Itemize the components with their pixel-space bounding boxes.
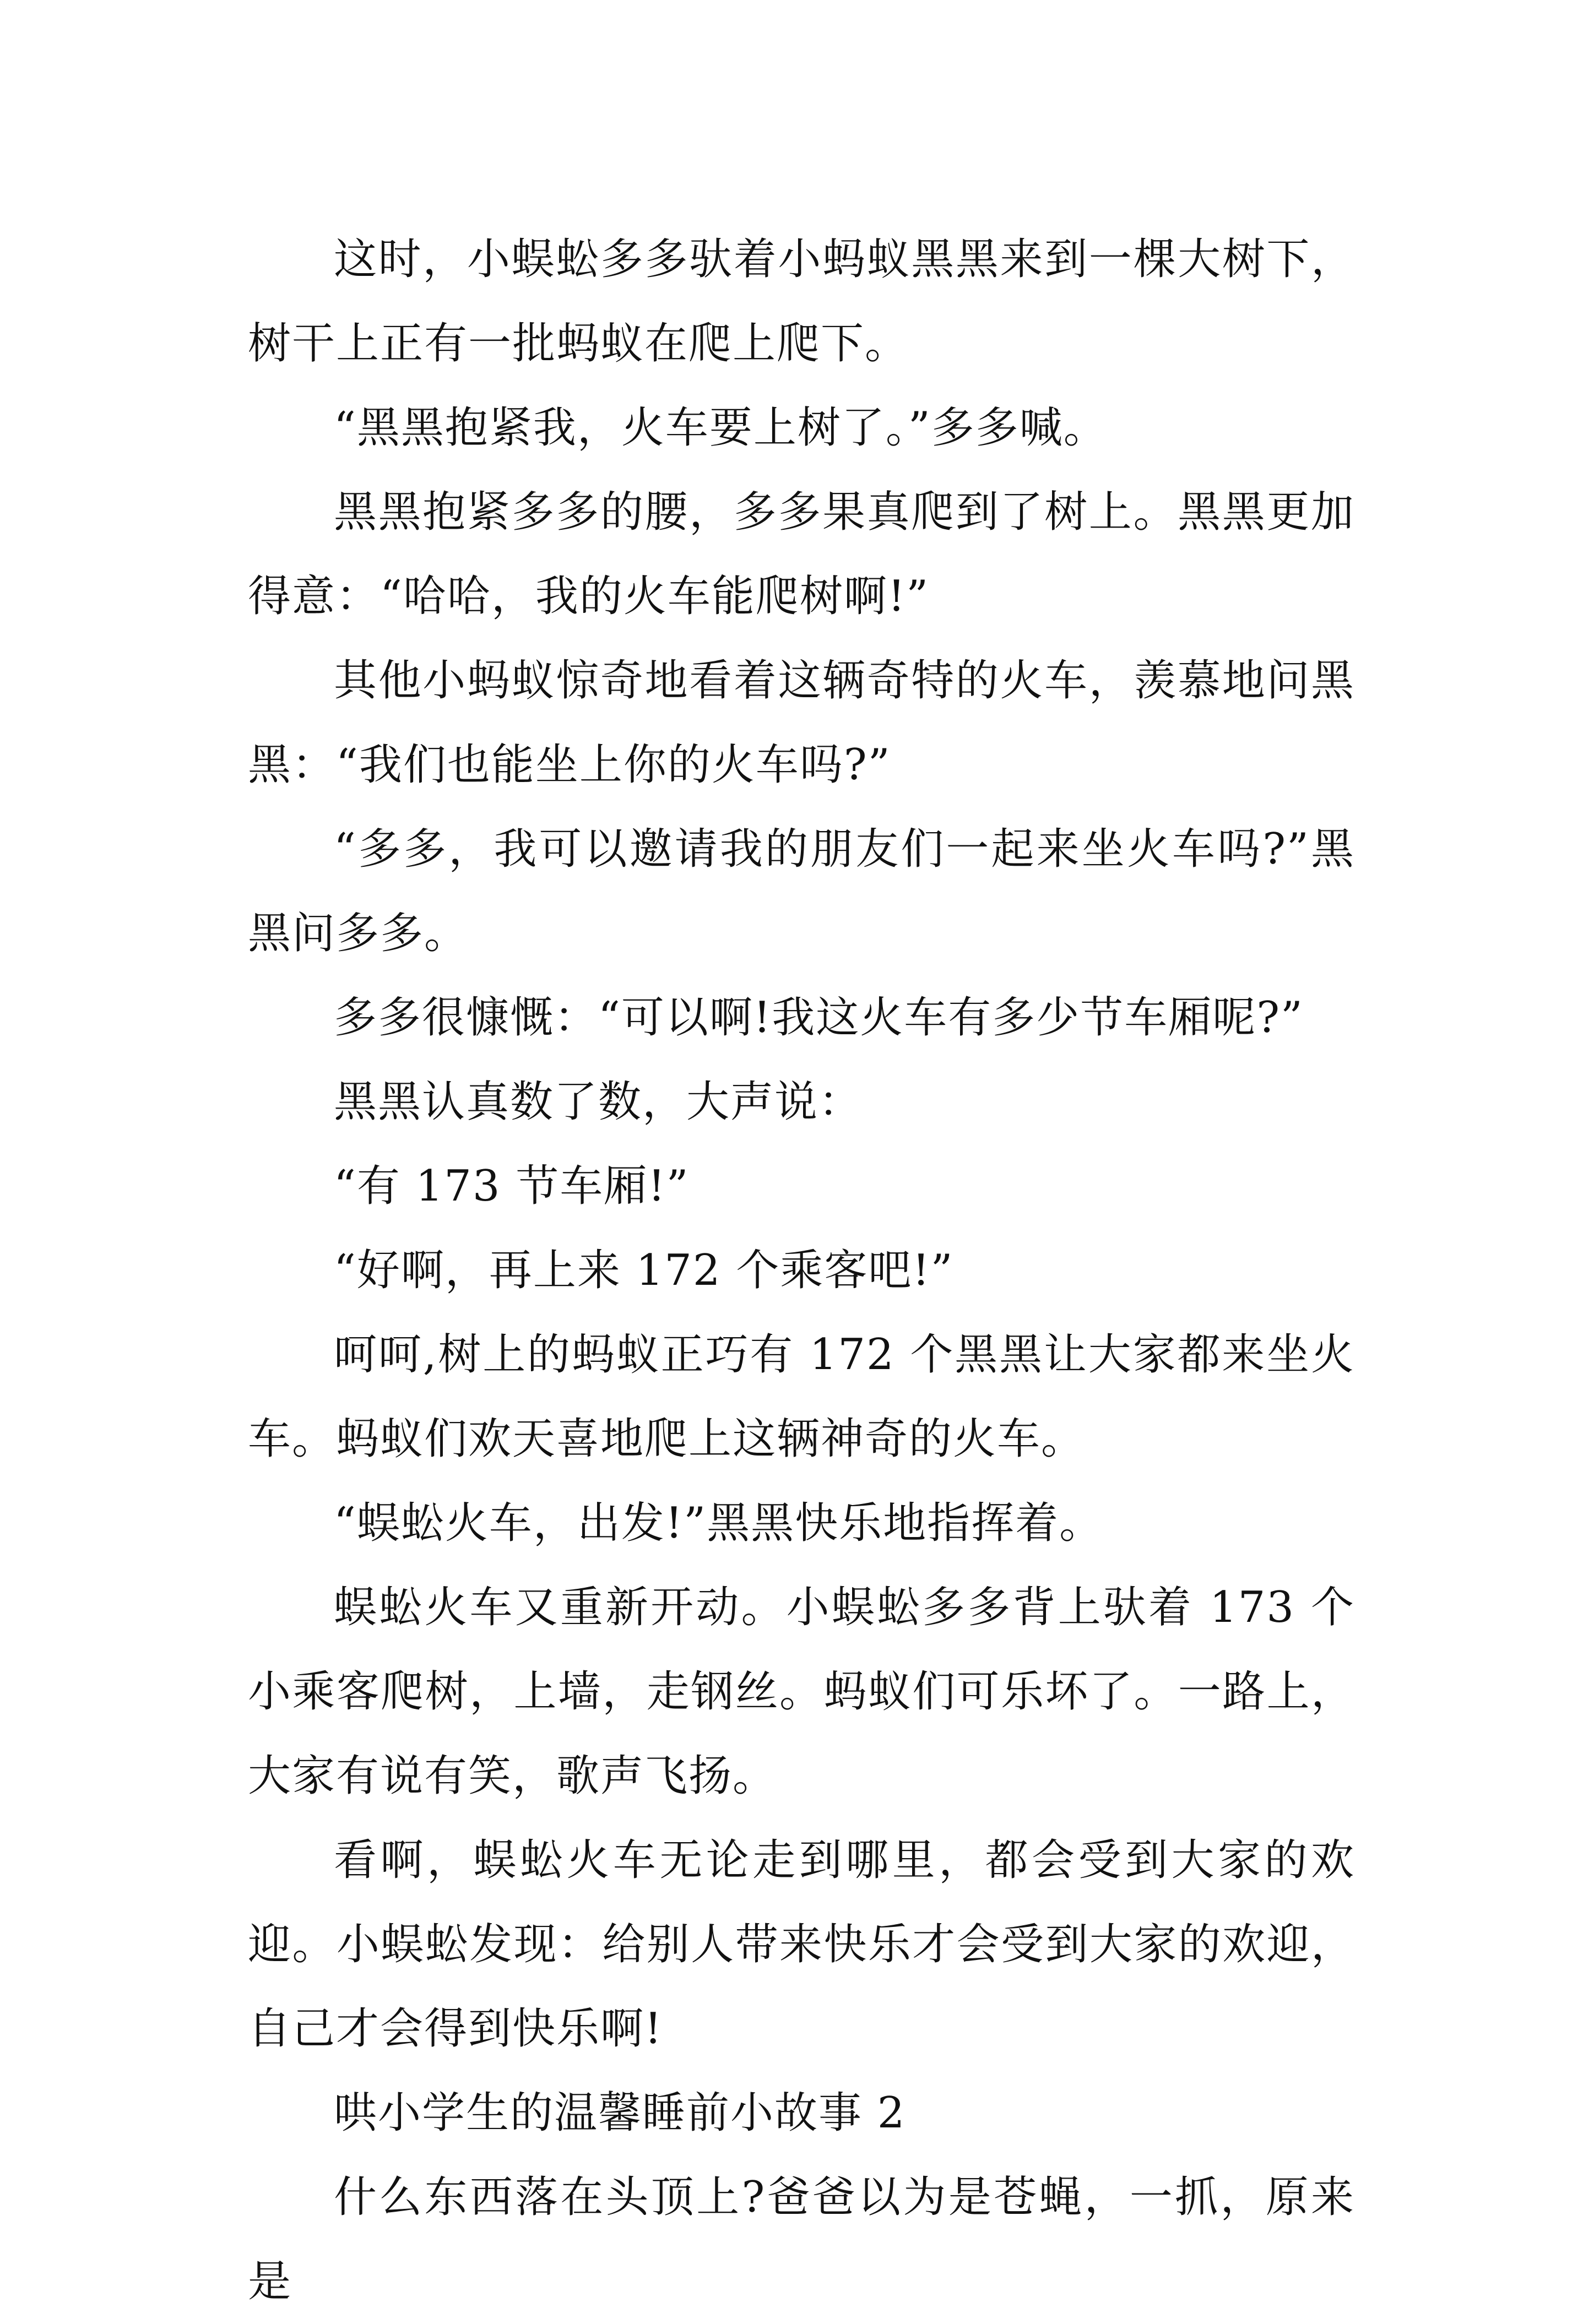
paragraph: 多多很慷慨：“可以啊!我这火车有多少节车厢呢?” (334, 993, 1304, 1042)
story-text (248, 218, 1355, 2324)
paragraph: 黑黑抱紧多多的腰，多多果真爬到了树上。黑黑更加得意：“哈哈，我的火车能爬树啊!” (248, 487, 1355, 621)
section-title: 哄小学生的温馨睡前小故事 2 (334, 2088, 906, 2138)
paragraph: 看啊，蜈蚣火车无论走到哪里，都会受到大家的欢迎。小蜈蚣发现：给别人带来快乐才会受到大家的欢迎，自己才会得到快乐啊! (248, 1836, 1355, 2054)
paragraph: “多多，我可以邀请我的朋友们一起来坐火车吗?”黑黑问多多。 (248, 824, 1355, 958)
paragraph: 呵呵,树上的蚂蚁正巧有 172 个黑黑让大家都来坐火车。蚂蚁们欢天喜地爬上这辆神奇的火车。 (248, 1330, 1355, 1464)
paragraph: “黑黑抱紧我，火车要上树了。”多多喊。 (334, 403, 1108, 453)
paragraph: “好啊，再上来 172 个乘客吧!” (334, 1246, 954, 1295)
paragraph: “有 173 节车厢!” (334, 1161, 690, 1211)
paragraph: 蜈蚣火车又重新开动。小蜈蚣多多背上驮着 173 个小乘客爬树，上墙，走钢丝。蚂蚁们可乐坏了。一路上，大家有说有笑，歌声飞扬。 (248, 1583, 1355, 1801)
paragraph: “蜈蚣火车，出发!”黑黑快乐地指挥着。 (334, 1498, 1104, 1548)
paragraph: 黑黑认真数了数，大声说： (334, 1077, 863, 1127)
paragraph: 什么东西落在头顶上?爸爸以为是苍蝇，一抓，原来是 (248, 2173, 1355, 2306)
paragraph: 这时，小蜈蚣多多驮着小蚂蚁黑黑来到一棵大树下，树干上正有一批蚂蚁在爬上爬下。 (248, 235, 1355, 368)
paragraph: 其他小蚂蚁惊奇地看着这辆奇特的火车，羡慕地问黑黑：“我们也能坐上你的火车吗?” (248, 656, 1355, 790)
